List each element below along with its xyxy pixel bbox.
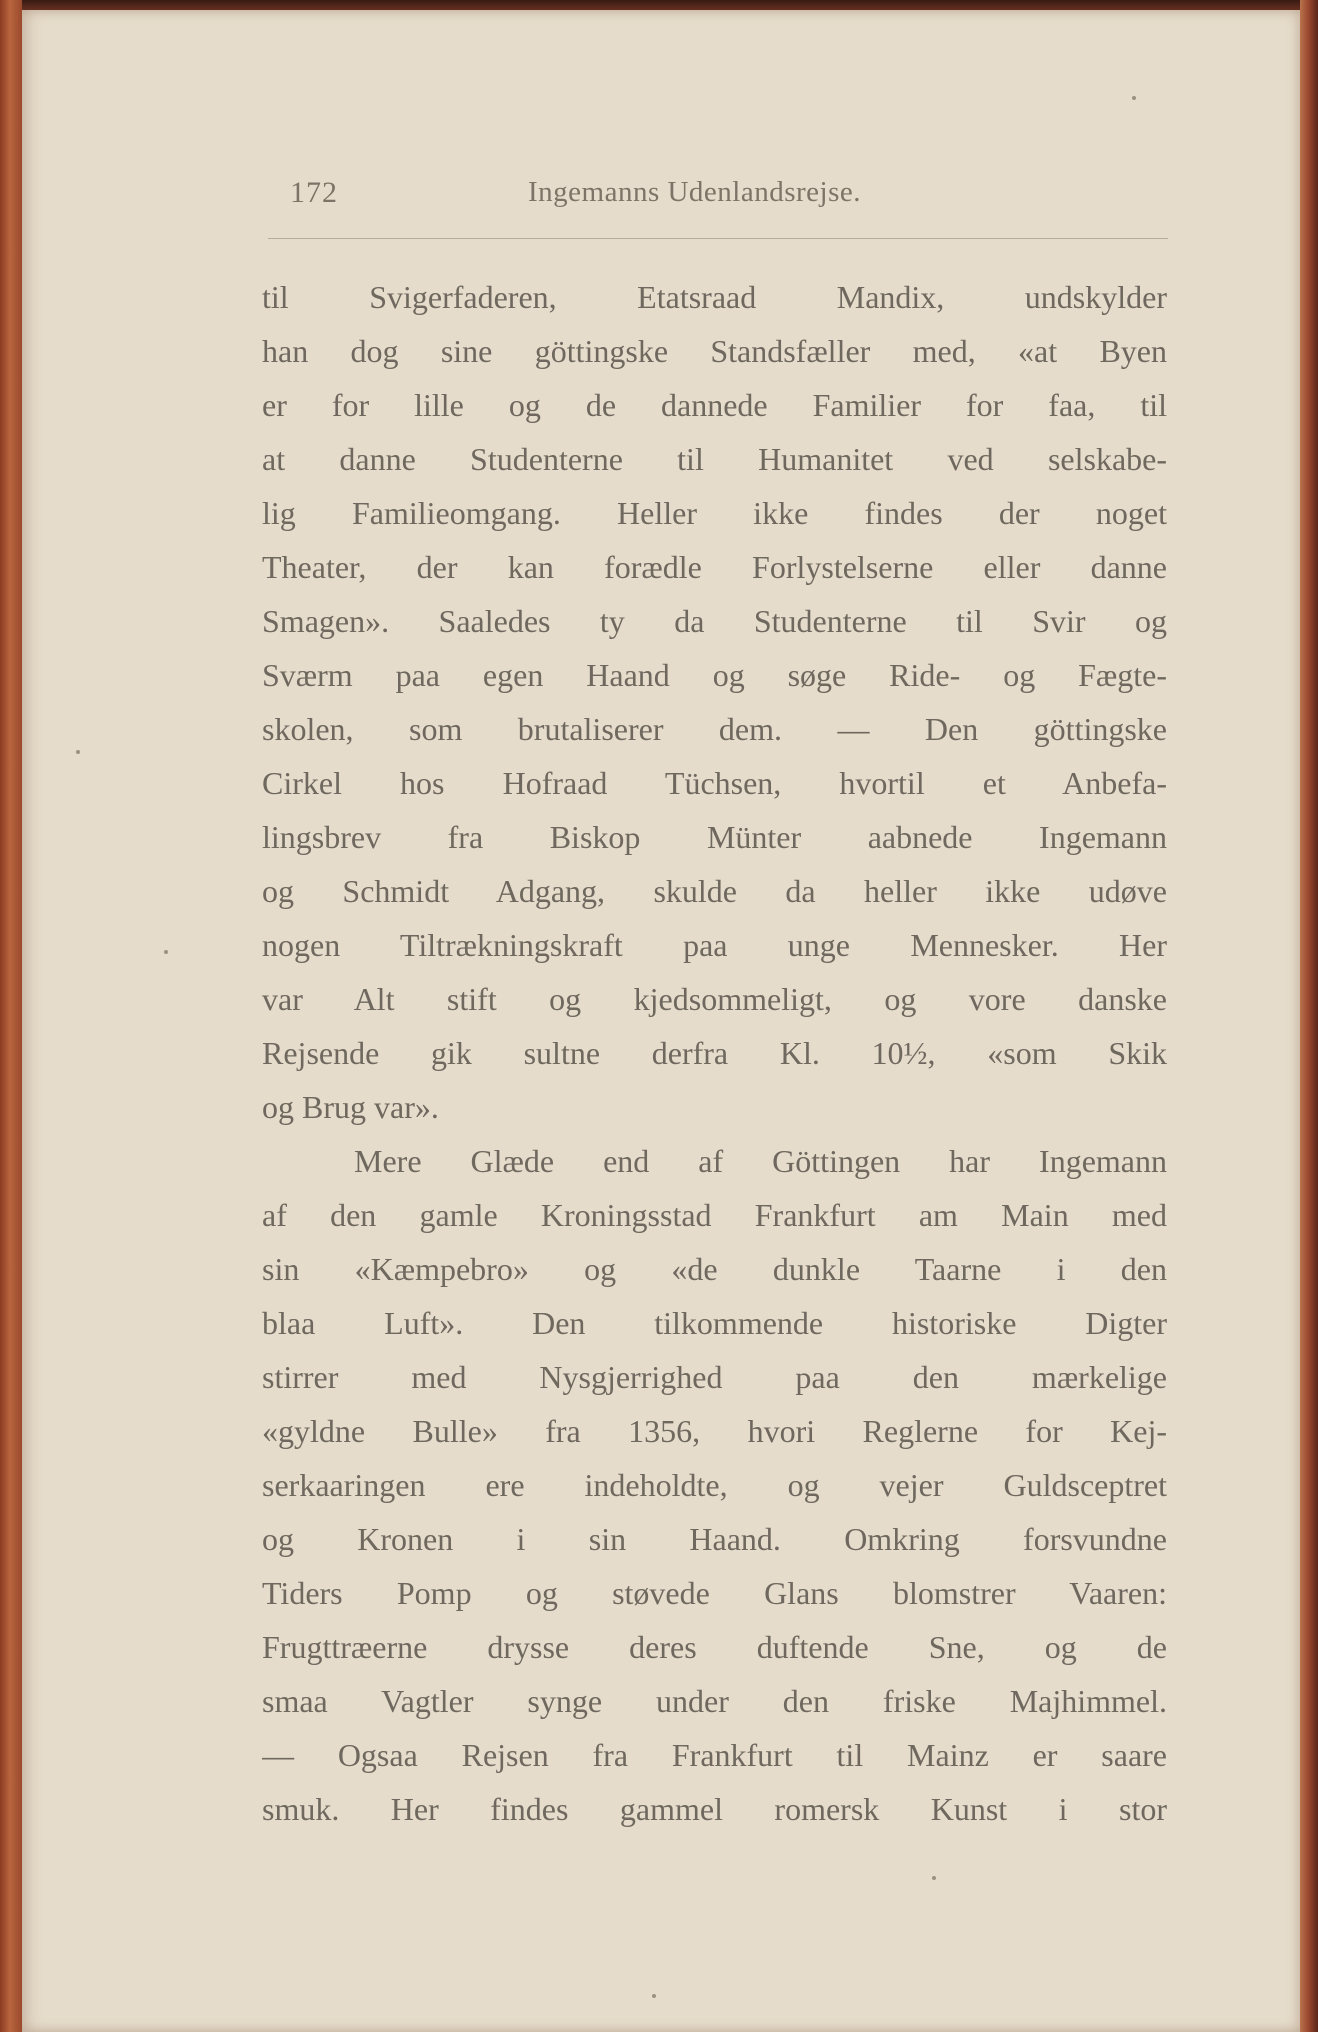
text-line: lig Familieomgang. Heller ikke findes der noget <box>262 495 1167 531</box>
paper-speck <box>652 1994 656 1998</box>
text-line: og Brug var». <box>262 1089 439 1125</box>
text-line: Tiders Pomp og støvede Glans blomstrer Vaaren: <box>262 1575 1167 1611</box>
text-line: Frugttræerne drysse deres duftende Sne, og de <box>262 1629 1167 1665</box>
text-line: stirrer med Nysgjerrighed paa den mærkelige <box>262 1359 1167 1395</box>
book-cover-left-edge <box>0 0 22 2032</box>
text-line: er for lille og de dannede Familier for faa, til <box>262 387 1167 423</box>
text-line: Smagen». Saaledes ty da Studenterne til Svir og <box>262 603 1167 639</box>
text-line: «gyldne Bulle» fra 1356, hvori Reglerne for Kej- <box>262 1413 1167 1449</box>
text-line: smaa Vagtler synge under den friske Majhimmel. <box>262 1683 1167 1719</box>
text-line: og Kronen i sin Haand. Omkring forsvundne <box>262 1521 1167 1557</box>
paragraph-1 <box>262 270 1167 1134</box>
paragraph-2 <box>262 1134 1167 1836</box>
text-line: lingsbrev fra Biskop Münter aabnede Ingemann <box>262 819 1167 855</box>
paper-speck <box>76 750 80 754</box>
page-number: 172 <box>290 176 338 209</box>
paper-speck <box>164 950 168 954</box>
text-line: Rejsende gik sultne derfra Kl. 10½, «som Skik <box>262 1035 1167 1071</box>
text-line: til Svigerfaderen, Etatsraad Mandix, undskylder <box>262 279 1167 315</box>
text-line: var Alt stift og kjedsommeligt, og vore danske <box>262 981 1167 1017</box>
text-line: Mere Glæde end af Göttingen har Ingemann <box>354 1143 1167 1179</box>
text-line: Cirkel hos Hofraad Tüchsen, hvortil et Anbefa- <box>262 765 1167 801</box>
text-line: — Ogsaa Rejsen fra Frankfurt til Mainz er saare <box>262 1737 1167 1773</box>
text-line: at danne Studenterne til Humanitet ved selskabe- <box>262 441 1167 477</box>
text-line: sin «Kæmpebro» og «de dunkle Taarne i den <box>262 1251 1167 1287</box>
running-head <box>268 166 1168 216</box>
book-cover-right-edge <box>1300 0 1318 2032</box>
text-line: af den gamle Kroningsstad Frankfurt am Main med <box>262 1197 1167 1233</box>
text-line: smuk. Her findes gammel romersk Kunst i stor <box>262 1791 1167 1827</box>
text-line: nogen Tiltrækningskraft paa unge Mennesker. Her <box>262 927 1167 963</box>
header-rule <box>268 238 1168 239</box>
body-text <box>262 270 1167 1836</box>
text-line: han dog sine göttingske Standsfæller med, «at Byen <box>262 333 1167 369</box>
text-line: skolen, som brutaliserer dem. — Den göttingske <box>262 711 1167 747</box>
paper-speck <box>932 1876 936 1880</box>
running-title: Ingemanns Udenlandsrejse. <box>528 176 862 208</box>
text-line: blaa Luft». Den tilkommende historiske Digter <box>262 1305 1167 1341</box>
text-line: Sværm paa egen Haand og søge Ride- og Fægte- <box>262 657 1167 693</box>
text-line: serkaaringen ere indeholdte, og vejer Guldsceptret <box>262 1467 1167 1503</box>
text-line: og Schmidt Adgang, skulde da heller ikke udøve <box>262 873 1167 909</box>
text-line: Theater, der kan forædle Forlystelserne eller danne <box>262 549 1167 585</box>
paper-speck <box>1132 96 1136 100</box>
